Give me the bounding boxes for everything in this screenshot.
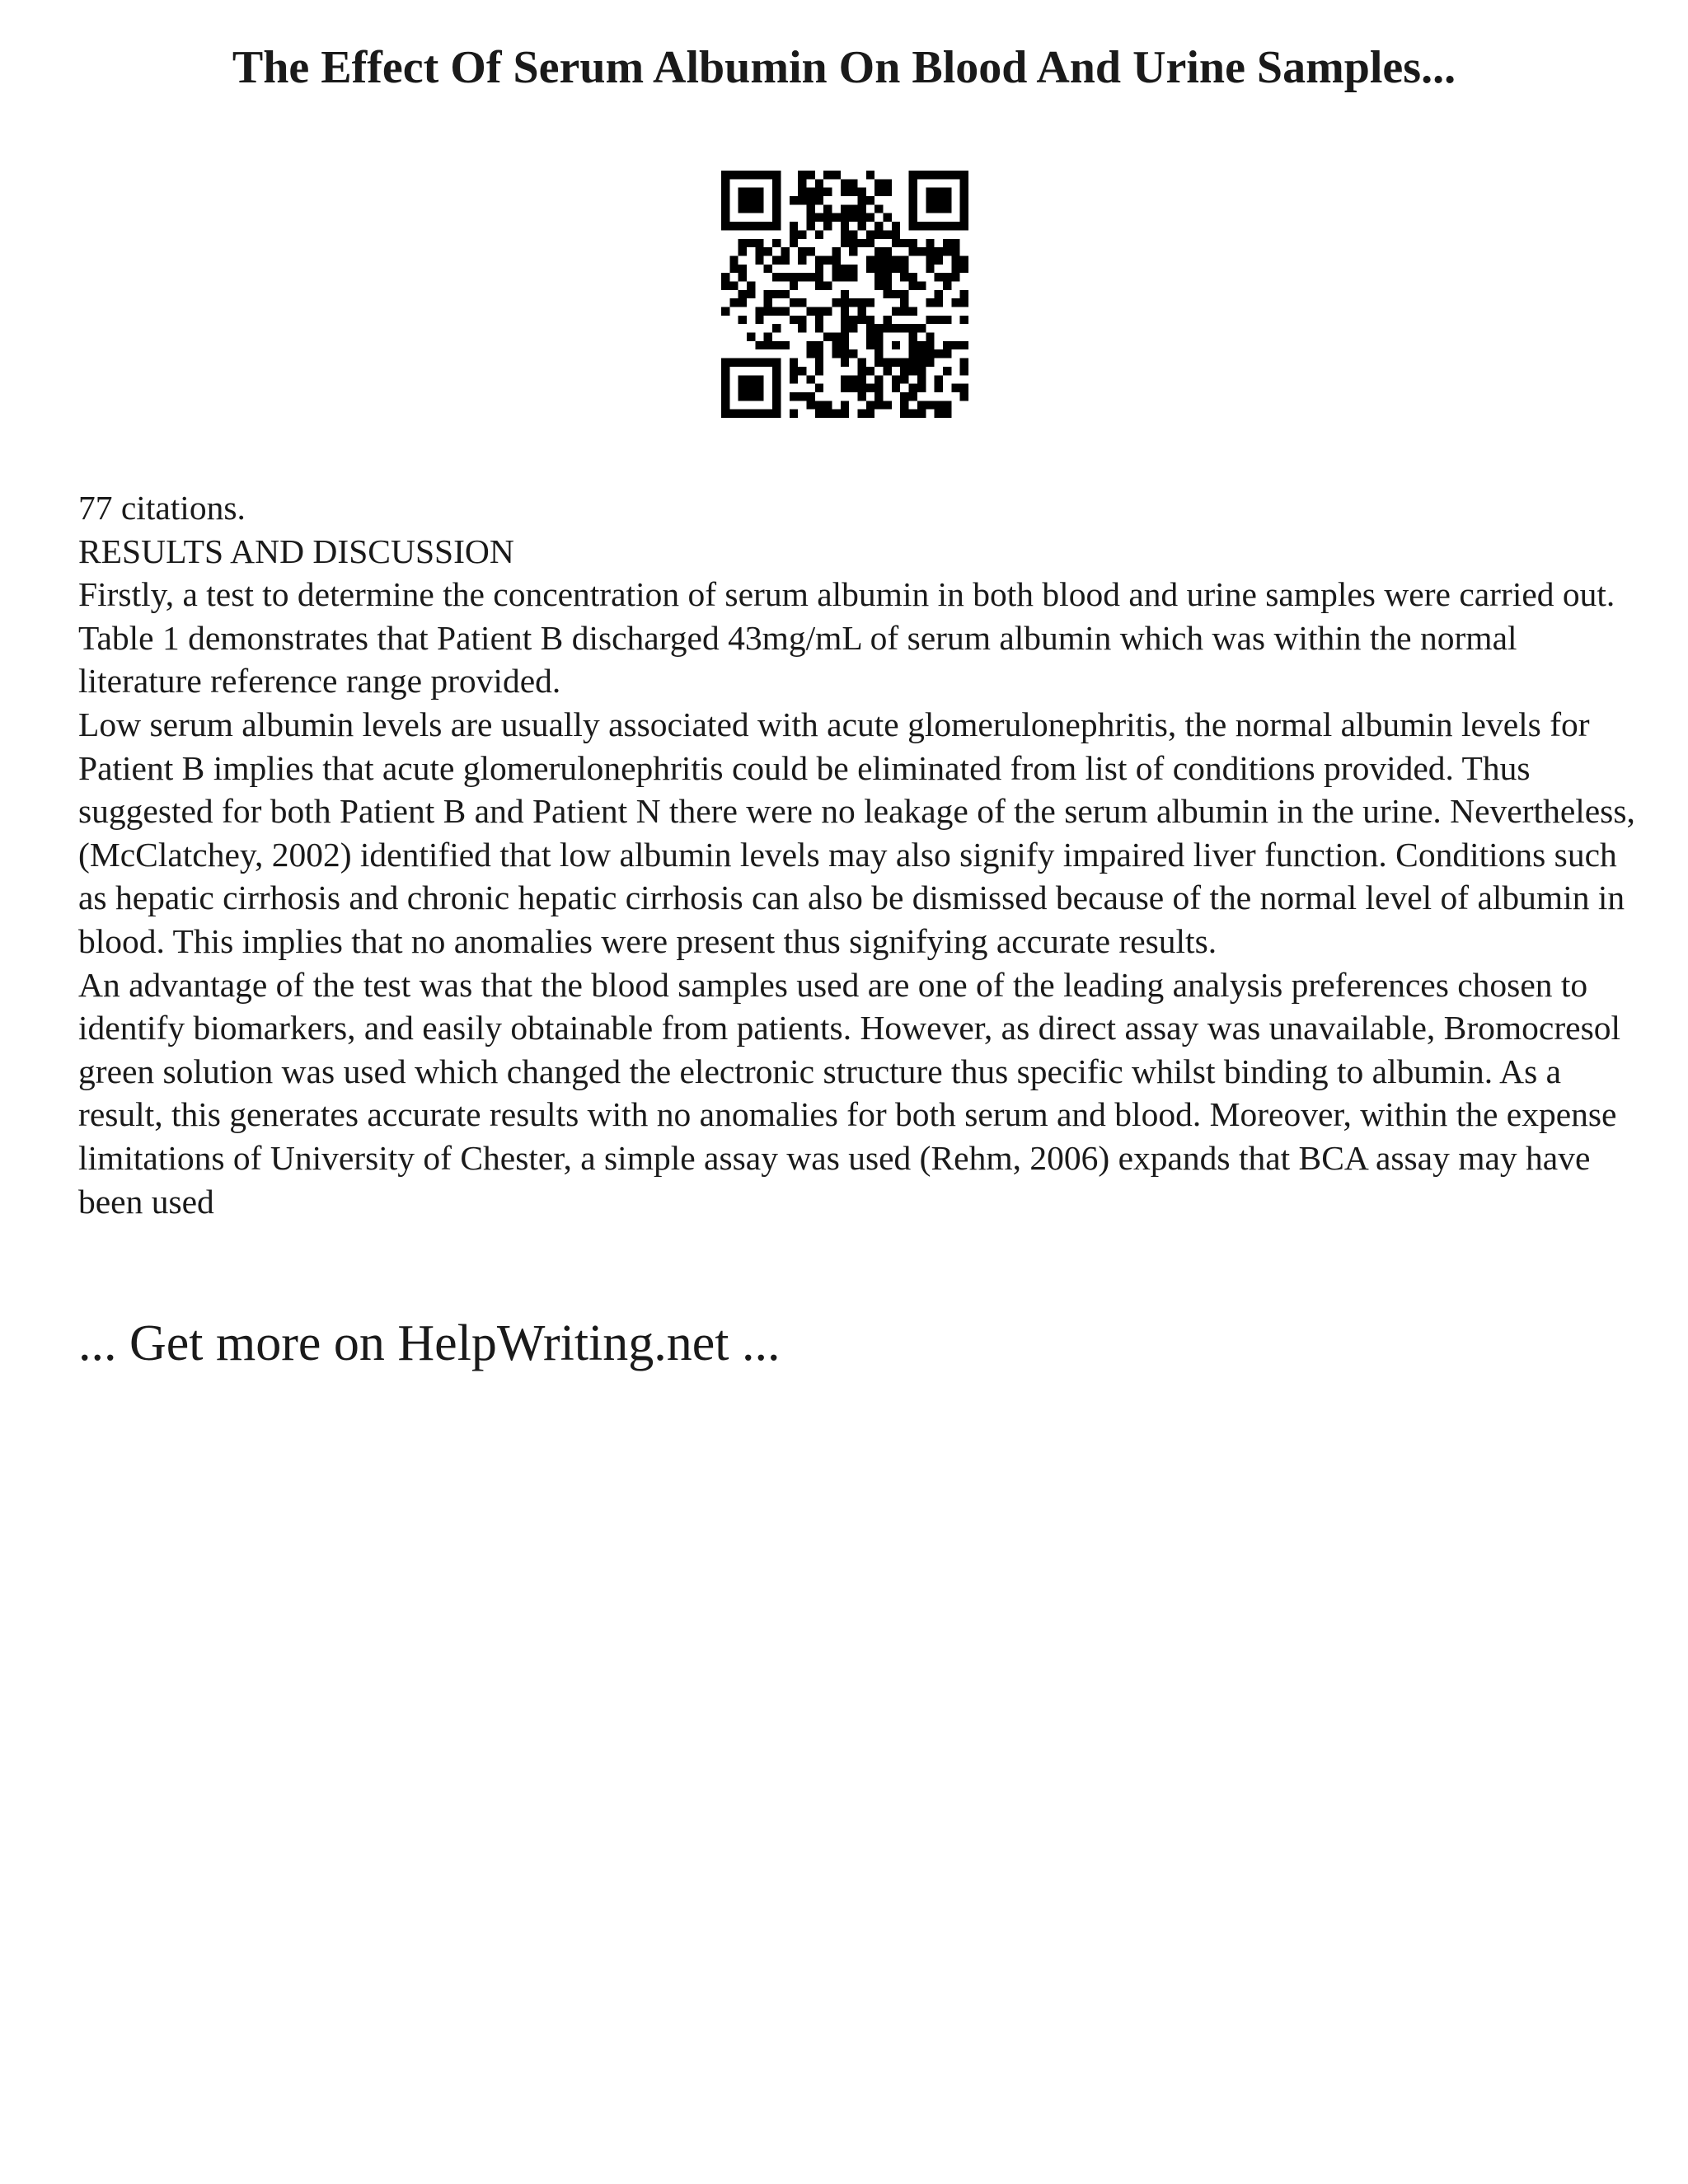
citations-count: 77 citations.	[78, 489, 246, 527]
paragraph-3: An advantage of the test was that the blood samples used are one of the leading analysis preferences chosen to identify biomarkers, and easily obtainable from patients. However, as direct assay was unavailable, Bromocresol green solution was used which changed the electronic structure thus specific whilst binding to albumin. As a result, this generates accurate results with no anomalies for both serum and blood. Moreover, within the expense limitations of University of Chester, a simple assay was used (Rehm, 2006) expands that BCA assay may have been used	[78, 965, 1621, 1221]
section-heading: RESULTS AND DISCUSSION	[78, 532, 514, 570]
document-body	[78, 486, 1644, 1223]
document-title: The Effect Of Serum Albumin On Blood And Urine Samples...	[232, 42, 1456, 93]
paragraph-1: Firstly, a test to determine the concentration of serum albumin in both blood and urine samples were carried out. Table 1 demonstrates that Patient B discharged 43mg/mL of serum albumin which was within the normal literature reference range provided.	[78, 575, 1615, 701]
paragraph-2: Low serum albumin levels are usually associated with acute glomerulonephritis, the normal albumin levels for Patient B implies that acute glomerulonephritis could be eliminated from list of conditions provided. Thus suggested for both Patient B and Patient N there were no leakage of the serum albumin in the urine. Nevertheless, (McClatchey, 2002) identified that low albumin levels may also signify impaired liver function. Conditions such as hepatic cirrhosis and chronic hepatic cirrhosis can also be dismissed because of the normal level of albumin in blood. This implies that no anomalies were present thus signifying accurate results.	[78, 705, 1635, 960]
get-more-link[interactable]: ... Get more on HelpWriting.net ...	[78, 1315, 781, 1371]
qr-code-icon	[721, 171, 968, 418]
